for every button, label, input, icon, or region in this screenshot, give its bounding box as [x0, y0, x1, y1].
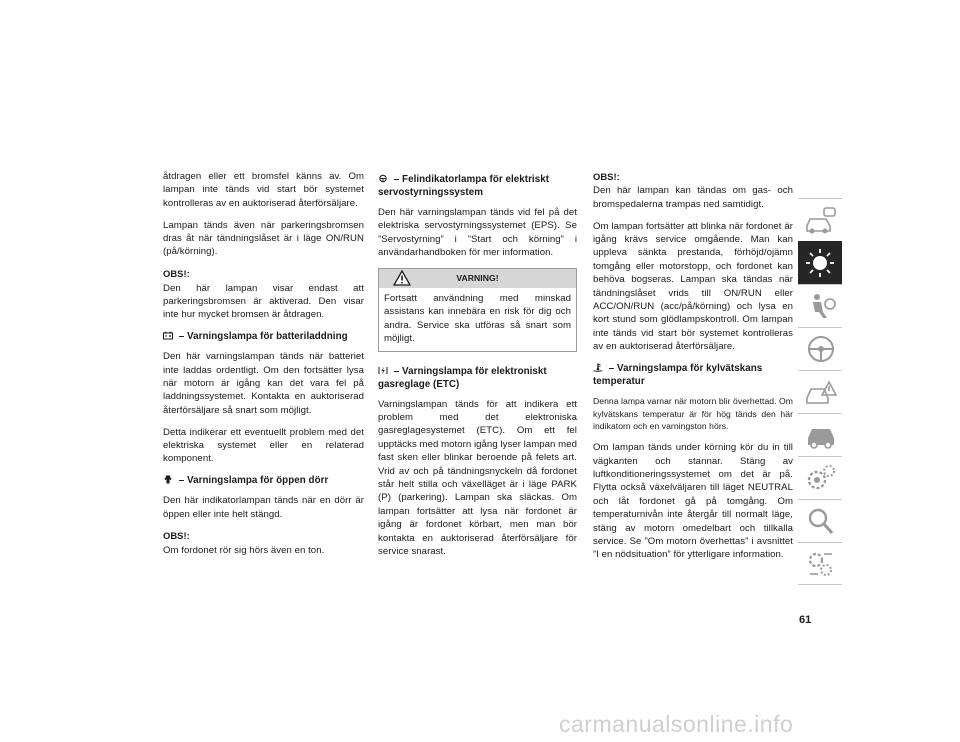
note-label: OBS!:: [163, 268, 190, 280]
paragraph: Denna lampa varnar när motorn blir överhettad. Om kylvätskans temperatur är för hög tänds den här indikatorn och en varningston hörs.: [593, 396, 793, 432]
etc-lightning-icon: [378, 366, 388, 375]
warning-title: VARNING!: [456, 273, 499, 284]
tab-index-settings[interactable]: [798, 542, 842, 585]
column-1: [163, 170, 364, 566]
note: [163, 267, 364, 322]
note-label: OBS!:: [163, 530, 190, 542]
airbag-icon: [804, 290, 838, 322]
tab-starting-driving[interactable]: [798, 327, 842, 370]
note-text: Om fordonet rör sig hörs även en ton.: [163, 544, 325, 556]
note-label: OBS!:: [593, 171, 620, 182]
tab-vehicle-key[interactable]: [798, 198, 842, 241]
page-number: 61: [799, 614, 812, 626]
heading-text: – Varningslampa för öppen dörr: [178, 475, 329, 487]
magnifier-icon: [804, 505, 838, 537]
battery-icon: [163, 331, 173, 340]
settings-icon: [804, 548, 838, 580]
tab-emergency[interactable]: [798, 370, 842, 413]
heading-text: – Varningslampa för kylvätskans temperatur: [593, 363, 763, 388]
heading-text: – Felindikatorlampa för elektriskt servostyrningssystem: [378, 174, 550, 198]
note-text: Den här lampan kan tändas om gas- och bromspedalerna trampas ned samtidigt.: [593, 185, 793, 210]
note: [163, 529, 364, 557]
section-heading-battery: [163, 330, 364, 343]
door-open-icon: [163, 475, 173, 484]
paragraph: Den här varningslampan tänds när batteriet inte laddas ordentligt. Om den fortsätter lysa när motorn är igång kan det vara fel på laddningssystemet. Kontakta en auktoriserad återförsäljare så snart som möjligt.: [163, 351, 364, 416]
warning-box: [378, 268, 577, 352]
tab-search[interactable]: [798, 499, 842, 542]
emergency-car-icon: [804, 376, 838, 408]
chapter-tabs: [798, 198, 842, 585]
paragraph: Lampan tänds även när parkeringsbromsen dras åt när tändningslåset är i läge ON/RUN (på/körning).: [163, 219, 364, 258]
paragraph: Den här varningslampan tänds vid fel på det elektriska servostyrningssystemet (EPS). Se ”Servostyrning” i ”Start och körning” i användarhandboken för mer information.: [378, 207, 577, 259]
section-heading-temperature: [593, 362, 793, 388]
section-heading-door: [163, 474, 364, 487]
warning-light-icon: [804, 247, 838, 279]
paragraph: åtdragen eller ett bromsfel känns av. Om lampan inte tänds vid start bör systemet kontrolleras av en auktoriserad återförsäljare.: [163, 171, 364, 209]
watermark: carmanualsonline.info: [559, 711, 794, 737]
warning-triangle-icon: [393, 270, 411, 286]
heading-text: – Varningslampa för elektroniskt gasreglage (ETC): [378, 365, 547, 390]
car-key-icon: [804, 204, 838, 236]
tab-service-maintenance[interactable]: [798, 413, 842, 456]
column-3: [593, 170, 793, 570]
gears-icon: [804, 462, 838, 494]
paragraph: Om lampan fortsätter att blinka när fordonet är igång krävs service omgående. Man kan uppleva sänkta prestanda, förhöjd/ojämn tomgång eller motorstopp, och fordonet kan behöva bogseras. Lampan ska tändas när tändningslåset vrids till ON/RUN eller ACC/ON/RUN (acc/på/körning) och lysa en kort stund som glödlampskontroll. Om lampan inte tänds vid start bör systemet kontrolleras av en auktoriserad återförsäljare.: [593, 220, 793, 353]
paragraph: Detta indikerar ett eventuellt problem med det elektriska systemet eller en relaterad komponent.: [163, 426, 364, 465]
tab-technical-specs[interactable]: [798, 456, 842, 499]
tab-safety[interactable]: [798, 284, 842, 327]
section-heading-eps: [378, 173, 577, 199]
paragraph: Varningslampan tänds för att indikera ett problem med det elektroniska gasreglagesystemet (ETC). Om ett fel upptäcks med motorn igång lyser lampan med fast sken eller blinkar beroende på felets art. Vrid av och på tändningsnyckeln då fordonet står helt stilla och växelläget är i läge PARK (P) (parkering). Lampan ska släckas. Om lampan fortsätter att lysa när fordonet är igång är fordonet körbart, men man bör kontakta en auktoriserad återförsäljare för service snarast.: [378, 398, 577, 558]
steering-wheel-icon: [804, 333, 838, 365]
section-heading-etc: [378, 365, 577, 391]
car-service-icon: [804, 419, 838, 451]
note: [593, 170, 793, 211]
heading-text: – Varningslampa för batteriladdning: [178, 331, 348, 343]
paragraph: Den här indikatorlampan tänds när en dörr är öppen eller inte helt stängd.: [163, 495, 364, 520]
coolant-temperature-icon: [593, 363, 603, 372]
tab-dashboard-warnings[interactable]: [798, 241, 842, 284]
note-text: Den här lampan visar endast att parkeringsbromsen är aktiverad. Den visar inte hur mycket bromsen är åtdragen.: [163, 282, 364, 321]
column-2: [378, 170, 577, 567]
paragraph: Om lampan tänds under körning kör du in till vägkanten och stannar. Stäng av luftkonditioneringssystemet om det är på. Flytta också växelväljaren till läget NEUTRAL och låt fordonet gå på tomgång. Om temperaturnivån inte återgår till normalt läge, stäng av motorn omedelbart och tillkalla service. Se ”Om motorn överhettas” i avsnittet ”I en nödsituation” för ytterligare information.: [593, 442, 793, 561]
warning-text: Fortsatt användning med minskad assistans kan innebära en risk för dig och andra. Service ska utföras så snart som möjligt.: [384, 293, 571, 345]
steering-wheel-warning-icon: [378, 174, 388, 183]
warning-header: [379, 269, 576, 288]
